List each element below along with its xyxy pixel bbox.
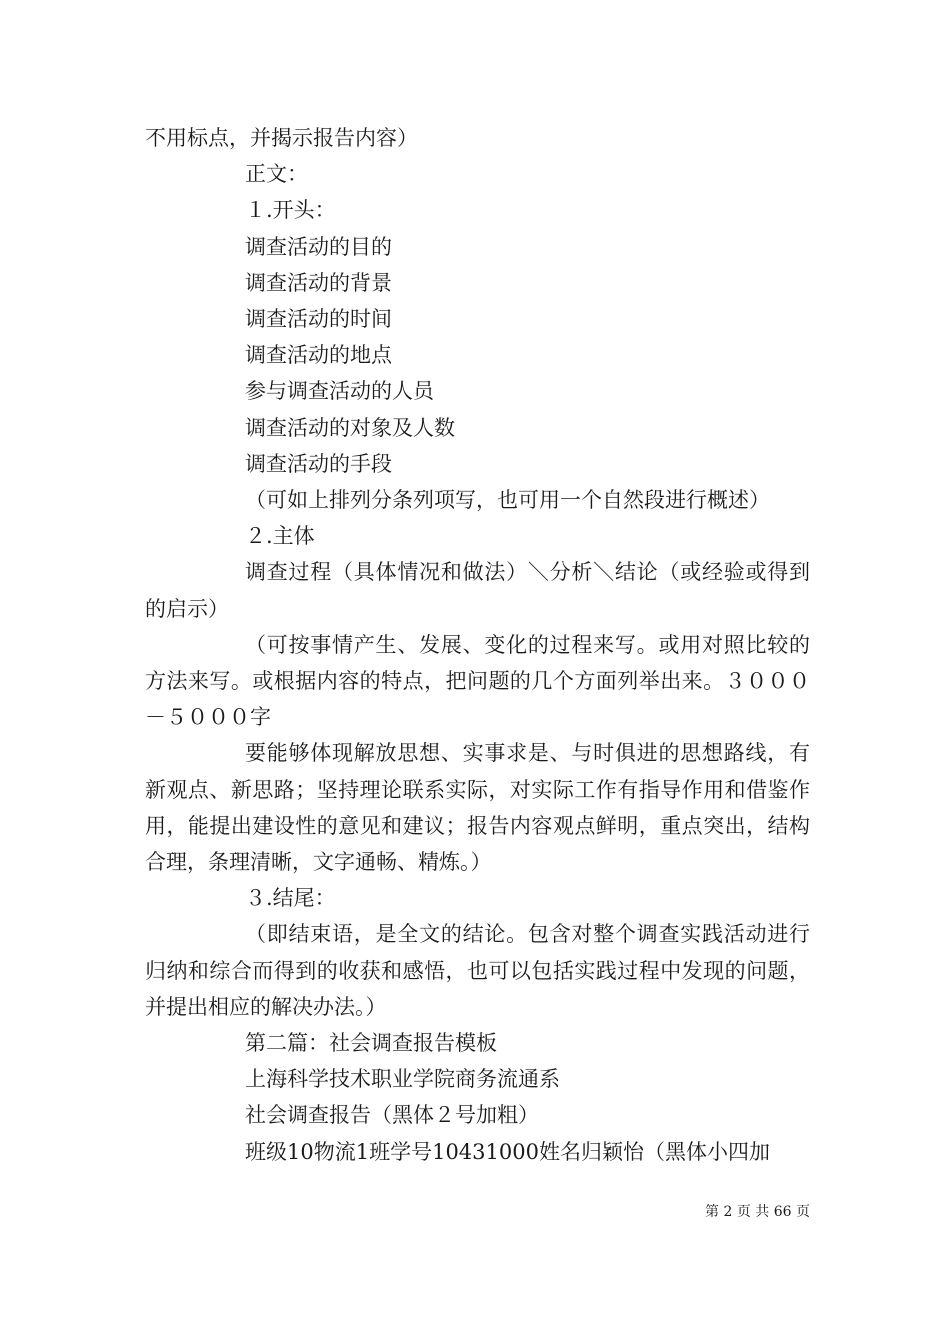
paragraph-title-note: 不用标点，并揭示报告内容）	[145, 126, 418, 150]
list-item: 调查活动的地点	[245, 343, 392, 368]
list-item: 调查活动的时间	[245, 307, 392, 332]
heading-main-body: ２.主体	[245, 524, 315, 549]
list-item: 参与调查活动的人员	[245, 379, 434, 404]
report-title-line: 社会调查报告（黑体２号加粗）	[245, 1103, 539, 1128]
document-body	[145, 120, 810, 1170]
heading-ending: ３.结尾：	[245, 886, 336, 911]
paragraph-zhengwen: 正文：	[245, 162, 308, 187]
institution-line: 上海科学技术职业学院商务流通系	[245, 1067, 560, 1092]
list-item: 调查活动的对象及人数	[245, 415, 455, 440]
paragraph-conclusion: （即结束语，是全文的结论。包含对整个调查实践活动进行归纳和综合而得到的收获和感悟，也可以包括实践过程中发现的问题，并提出相应的解决办法。）	[145, 922, 810, 1019]
student-info-line: 班级10物流1班学号10431000姓名归颖怡（黑体小四加	[245, 1139, 770, 1164]
list-item: 调查活动的目的	[245, 234, 392, 259]
heading-opening: １.开头：	[245, 198, 336, 223]
paragraph-process: 调查过程（具体情况和做法）＼分析＼结论（或经验或得到的启示）	[145, 560, 810, 621]
paragraph-note: （可如上排列分条列项写，也可用一个自然段进行概述）	[245, 488, 770, 513]
paragraph-requirements: 要能够体现解放思想、实事求是、与时俱进的思想路线，有新观点、新思路；坚持理论联系实际，对实际工作有指导作用和借鉴作用，能提出建设性的意见和建议；报告内容观点鲜明，重点突出，结构合理，条理清晰，文字通畅、精炼。）	[145, 741, 810, 875]
page-number-footer: 第 2 页 共 66 页	[705, 1204, 810, 1220]
section-title: 第二篇：社会调查报告模板	[245, 1031, 497, 1056]
list-item: 调查活动的背景	[245, 270, 392, 295]
list-item: 调查活动的手段	[245, 451, 392, 476]
paragraph-writing-method: （可按事情产生、发展、变化的过程来写。或用对照比较的方法来写。或根据内容的特点，把问题的几个方面列举出来。３０００－５０００字	[145, 632, 810, 730]
